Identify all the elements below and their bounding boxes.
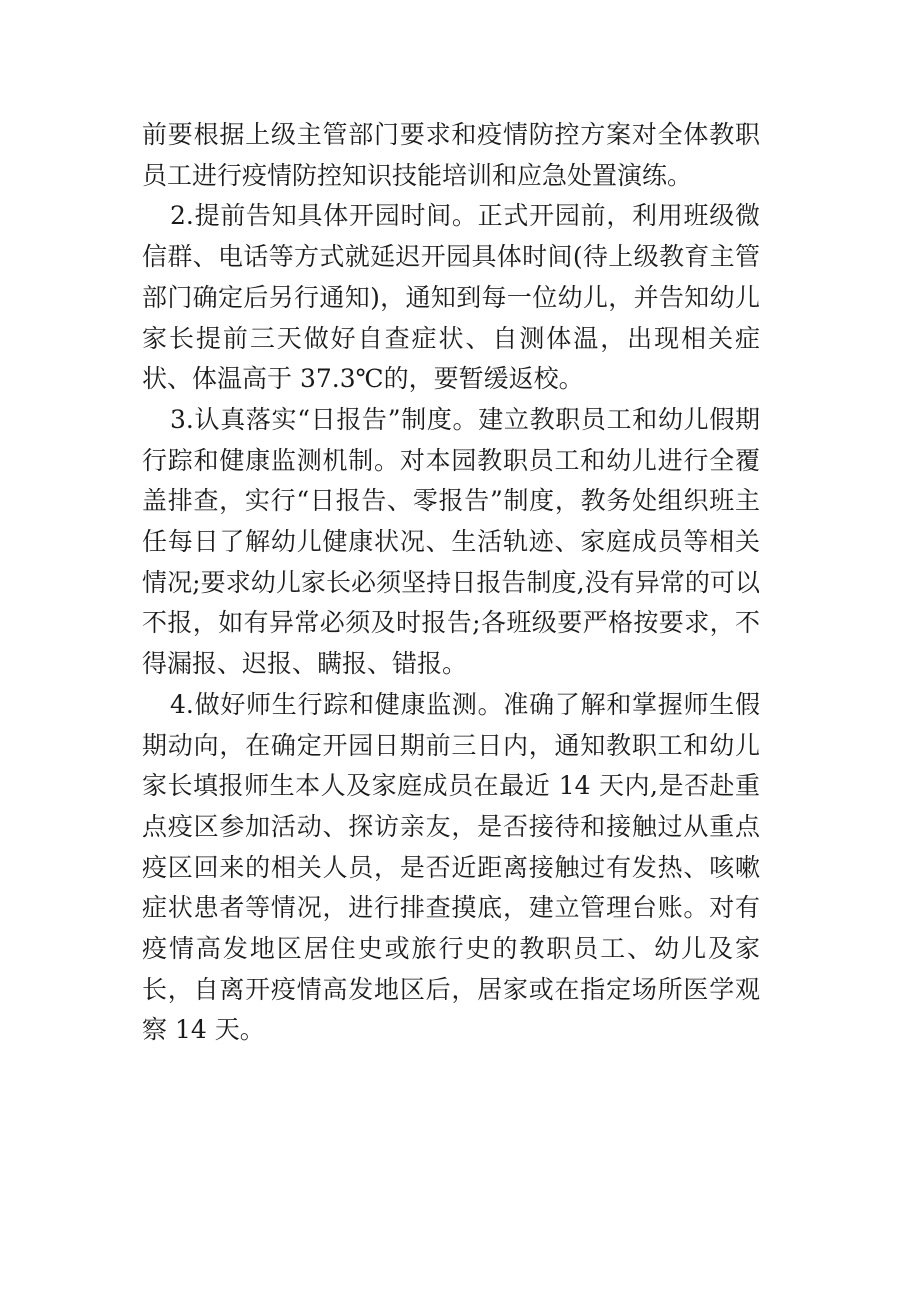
paragraph-item-2: 2.提前告知具体开园时间。正式开园前，利用班级微信群、电话等方式就延迟开园具体时间(待上级教育主管部门确定后另行通知)，通知到每一位幼儿，并告知幼儿家长提前三天做好自查症状、自测体温，出现相关症状、体温高于 37.3℃的，要暂缓返校。 — [142, 201, 760, 394]
paragraph-item-4: 4.做好师生行踪和健康监测。准确了解和掌握师生假期动向，在确定开园日期前三日内，通知教职工和幼儿家长填报师生本人及家庭成员在最近 14 天内,是否赴重点疫区参加活动、探访亲友，是否接待和接触过从重点疫区回来的相关人员，是否近距离接触过有发热、咳嗽症状患者等情况，进行排查摸底，建立管理台账。对有疫情高发地区居住史或旅行史的教职员工、幼儿及家长，自离开疫情高发地区后，居家或在指定场所医学观察 14 天。 — [142, 689, 760, 1045]
paragraph-continuation: 前要根据上级主管部门要求和疫情防控方案对全体教职员工进行疫情防控知识技能培训和应急处置演练。 — [142, 120, 760, 190]
document-body — [142, 115, 760, 1051]
paragraph-item-3: 3.认真落实“日报告”制度。建立教职员工和幼儿假期行踪和健康监测机制。对本园教职员工和幼儿进行全覆盖排查，实行“日报告、零报告”制度，教务处组织班主任每日了解幼儿健康状况、生活轨迹、家庭成员等相关情况;要求幼儿家长必须坚持日报告制度,没有异常的可以不报，如有异常必须及时报告;各班级要严格按要求，不得漏报、迟报、瞒报、错报。 — [142, 404, 760, 679]
